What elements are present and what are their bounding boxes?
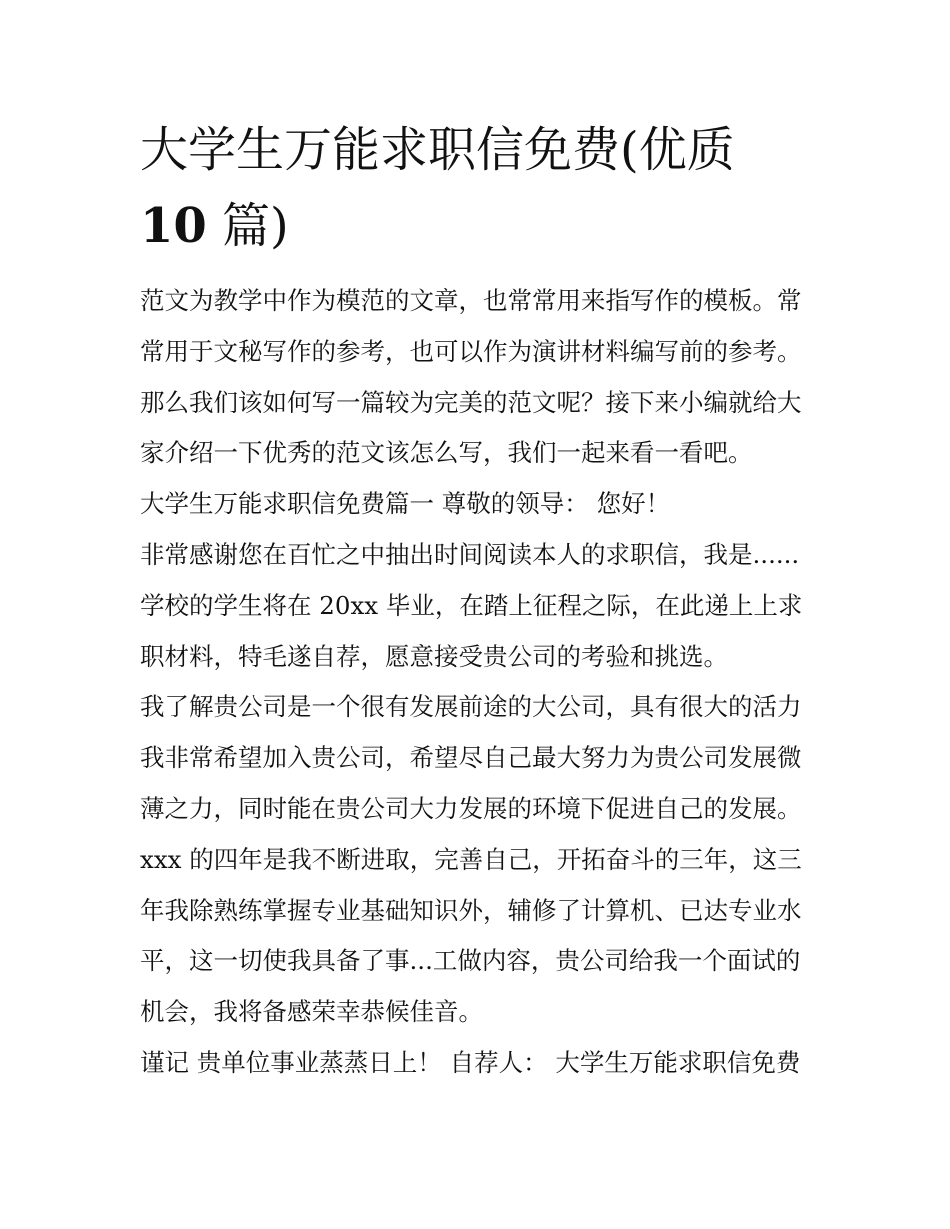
body-line: 非常感谢您在百忙之中抽出时间阅读本人的求职信，我是...... — [140, 539, 800, 569]
body-line: 薄之力，同时能在贵公司大力发展的环境下促进自己的发展。 — [140, 793, 802, 823]
document-body — [140, 276, 820, 1089]
body-line: 机会，我将备感荣幸恭候佳音。 — [140, 997, 483, 1027]
document-title — [140, 112, 820, 264]
body-line: 职材料，特毛遂自荐，愿意接受贵公司的考验和挑选。 — [140, 641, 728, 671]
title-line-2-rest: 篇) — [206, 198, 289, 254]
body-line: 学校的学生将在 20xx 毕业，在踏上征程之际，在此递上上求 — [140, 590, 803, 620]
body-line: 年我除熟练掌握专业基础知识外，辅修了计算机、已达专业水 — [140, 895, 802, 925]
title-line-1: 大学生万能求职信免费(优质 — [140, 122, 735, 178]
body-line: 那么我们该如何写一篇较为完美的范文呢？接下来小编就给大 — [140, 387, 802, 417]
body-line: 平，这一切使我具备了事...工做内容，贵公司给我一个面试的 — [140, 946, 801, 976]
body-line: xxx 的四年是我不断进取，完善自己，开拓奋斗的三年，这三 — [140, 844, 802, 874]
body-line: 我了解贵公司是一个很有发展前途的大公司，具有很大的活力 — [140, 692, 802, 722]
body-line: 常用于文秘写作的参考，也可以作为演讲材料编写前的参考。 — [140, 336, 802, 366]
body-line: 我非常希望加入贵公司，希望尽自己最大努力为贵公司发展微 — [140, 743, 802, 773]
body-line: 谨记 贵单位事业蒸蒸日上！ 自荐人： 大学生万能求职信免费 — [140, 1047, 801, 1077]
title-number: 10 — [140, 198, 207, 254]
body-line: 家介绍一下优秀的范文该怎么写，我们一起来看一看吧。 — [140, 438, 753, 468]
body-line: 范文为教学中作为模范的文章，也常常用来指写作的模板。常 — [140, 286, 802, 315]
body-line: 大学生万能求职信免费篇一 尊敬的领导： 您好！ — [140, 489, 671, 519]
